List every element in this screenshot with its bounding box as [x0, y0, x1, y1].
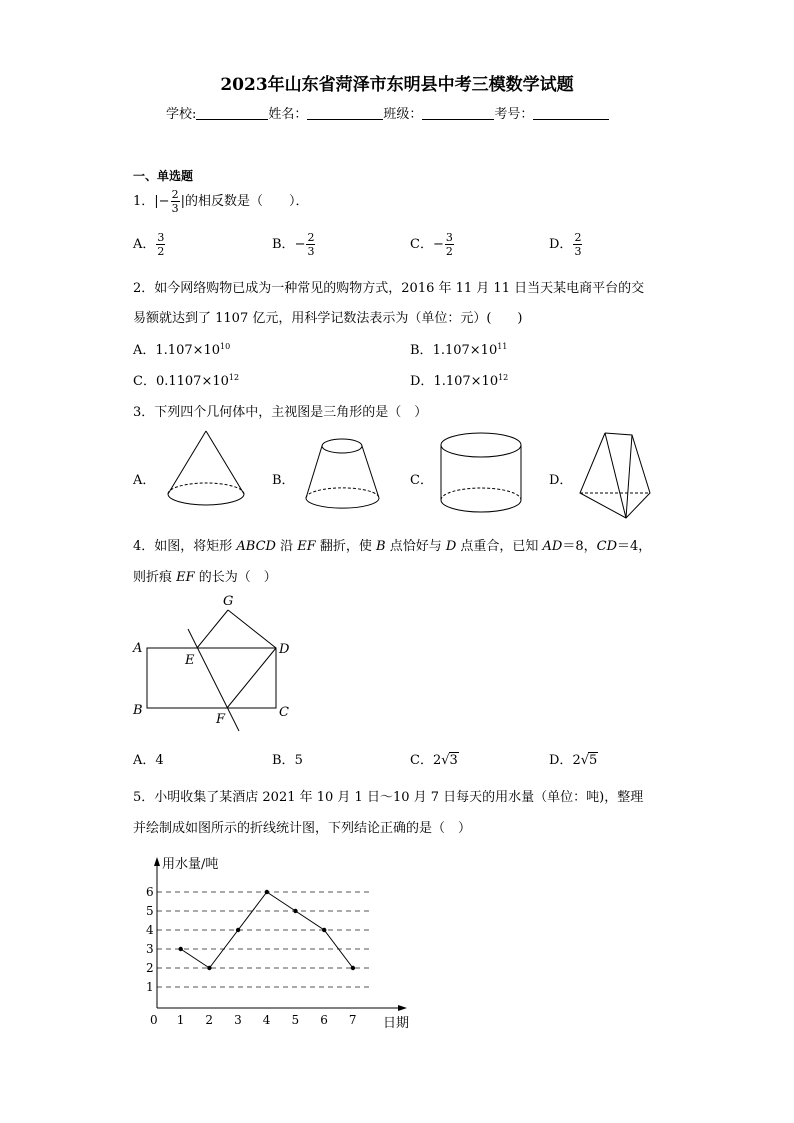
y-tick-label: 1 [146, 980, 154, 994]
q2-option-d[interactable]: D．$1.107\times 10^{12}$ [410, 373, 509, 389]
q2-option-a[interactable]: A．$1.107\times 10^{10}$ [133, 342, 231, 358]
point-b-label: B [133, 703, 143, 718]
point-e-label: E [185, 653, 195, 668]
q3-option-c[interactable]: C． [410, 473, 433, 488]
y-tick-label: 3 [146, 942, 154, 956]
q4-option-d[interactable]: D．2√5 [549, 753, 598, 768]
chart-axes [154, 857, 407, 1011]
q1-stem-text: |的相反数是（ ）． [180, 194, 309, 209]
q4-stem-line2: 则折痕 EF 的长为（ ） [133, 570, 277, 585]
q1-option-d[interactable]: D． $\frac{2}{3}$ [549, 231, 582, 258]
data-point [265, 890, 269, 894]
q3-option-d[interactable]: D． [549, 473, 573, 488]
q1-option-a[interactable]: A． $\frac{3}{2}$ [133, 231, 165, 258]
point-a-label: A [133, 641, 143, 656]
data-point [179, 947, 183, 951]
q2-stem-line1: 2．如今网络购物已成为一种常见的购物方式，2016 年 11 月 11 日当天某电商平台的交 [133, 281, 645, 296]
number-label: 考号： [494, 107, 534, 122]
x-tick-label: 7 [348, 1013, 357, 1027]
q5-stem-line2: 并绘制成如图所示的折线统计图，下列结论正确的是（ ） [133, 821, 472, 836]
data-point [322, 928, 326, 932]
page-title: 2023年山东省菏泽市东明县中考三模数学试题 [220, 75, 574, 95]
y-tick-label: 4 [146, 923, 154, 937]
x-tick-label: 4 [262, 1013, 271, 1027]
question-number: 1． [133, 194, 155, 209]
y-tick-label: 5 [146, 904, 154, 918]
q2-option-b[interactable]: B．$1.107\times 10^{11}$ [410, 342, 508, 358]
q1-abs-open: |− [154, 194, 170, 209]
chart-grid [157, 892, 372, 987]
x-tick-label: 3 [234, 1013, 242, 1027]
data-point [207, 966, 211, 970]
origin-label: 0 [150, 1013, 158, 1027]
class-label: 班级： [383, 107, 423, 122]
y-axis-label: 用水量/吨 [162, 857, 219, 872]
data-point [236, 928, 240, 932]
x-tick-label: 2 [205, 1013, 214, 1027]
q4-option-b[interactable]: B．5 [272, 753, 303, 768]
q3-stem: 3．下列四个几何体中，主视图是三角形的是（ ） [133, 405, 428, 420]
q2-option-c[interactable]: C．$0.1107\times 10^{12}$ [133, 373, 240, 389]
section-heading: 一、单选题 [133, 169, 194, 183]
q4-option-c[interactable]: C．2√3 [410, 753, 458, 768]
q1-option-b[interactable]: B．− $\frac{2}{3}$ [272, 231, 315, 258]
y-tick-label: 2 [146, 961, 154, 975]
q5-stem-line1: 5．小明收集了某酒店 2021 年 10 月 1 日～10 月 7 日每天的用水量（单位：吨)，整理 [133, 790, 644, 805]
q1-option-c[interactable]: C．− $\frac{3}{2}$ [410, 231, 453, 258]
name-label: 姓名： [268, 107, 308, 122]
q3-option-b[interactable]: B． [272, 473, 295, 488]
x-axis-arrow [398, 1005, 407, 1011]
y-axis-arrow [154, 857, 160, 866]
y-tick-label: 6 [146, 885, 154, 899]
data-point [351, 966, 355, 970]
point-c-label: C [279, 705, 289, 720]
point-g-label: G [223, 594, 234, 609]
school-label: 学校: [166, 107, 197, 122]
x-axis-label: 日期 [383, 1016, 410, 1031]
x-tick-label: 1 [176, 1013, 185, 1027]
x-tick-label: 6 [320, 1013, 328, 1027]
q4-stem-line1: 4．如图，将矩形 ABCD 沿 EF 翻折，使 B 点恰好与 D 点重合，已知 AD＝8，CD＝4， [133, 539, 652, 554]
q2-stem-line2: 易额就达到了 1107 亿元，用科学记数法表示为（单位：元）( ) [133, 311, 523, 326]
data-point [293, 909, 297, 913]
q1-fraction: $\frac{2}{3}$ [171, 188, 179, 215]
point-f-label: F [216, 712, 226, 727]
q4-option-a[interactable]: A．4 [133, 753, 164, 768]
point-d-label: D [279, 642, 290, 657]
x-tick-label: 5 [291, 1013, 300, 1027]
q3-option-a[interactable]: A． [133, 473, 156, 488]
